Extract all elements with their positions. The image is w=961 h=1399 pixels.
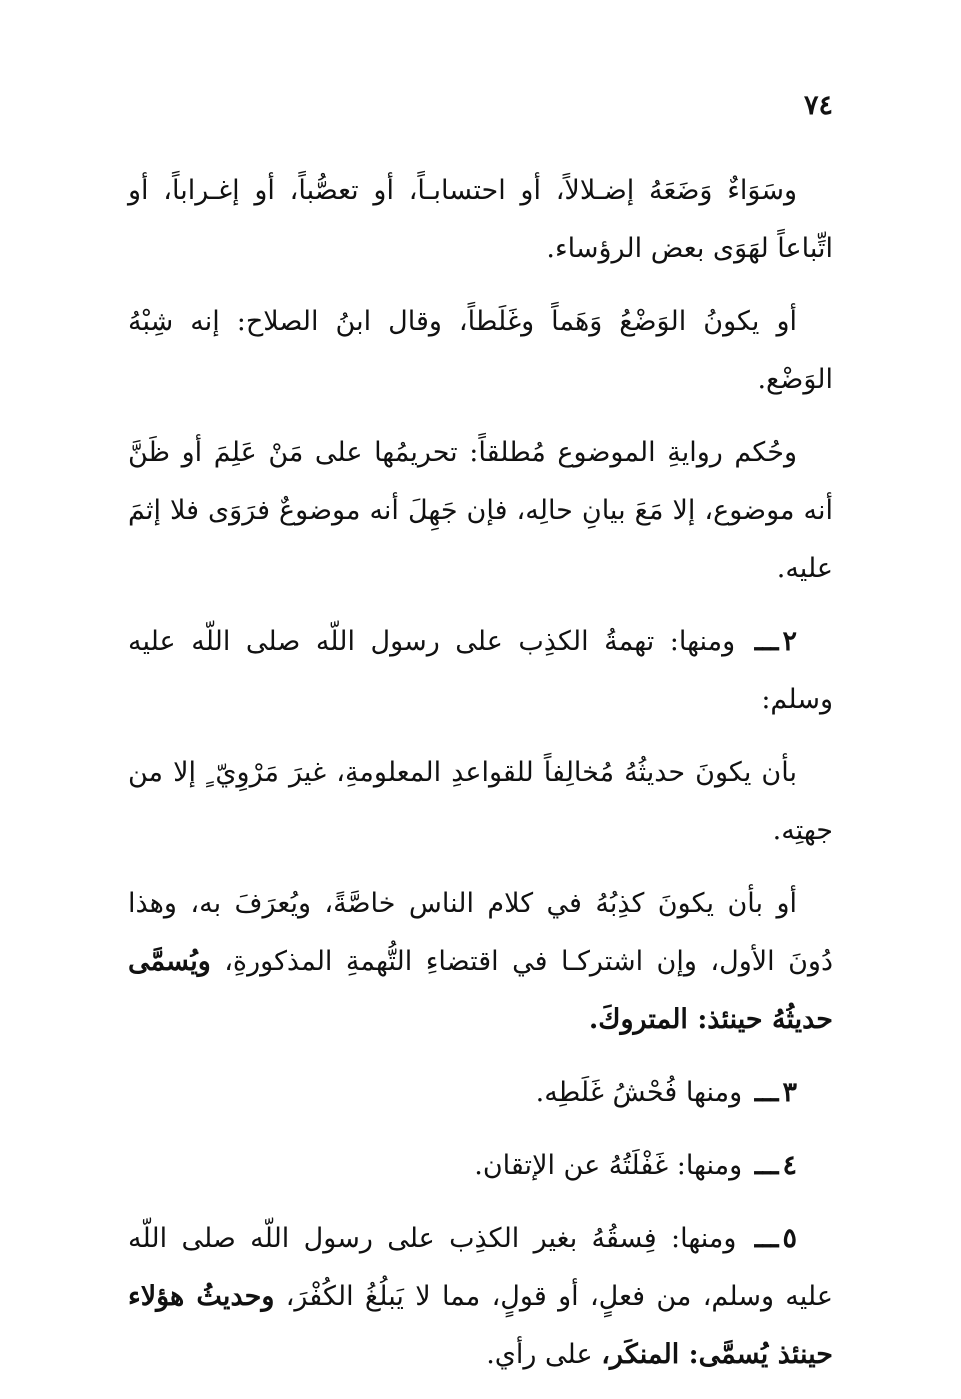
paragraph-text: بأن يكونَ حديثُهُ مُخالِفاً للقواعدِ المعلومةِ، غيرَ مَرْوِيّ ٍ إلا من جهتِه. <box>128 757 833 846</box>
paragraph-4 <box>128 744 833 860</box>
paragraph-text: وحُكم روايةِ الموضوع مُطلقاً: تحريمُها على مَنْ عَلِمَ أو ظَنَّ أنه موضوع، إلا مَعَ بيانِ حالِه، فإن جَهِلَ أنه موضوعٌ فرَوَى فلا إثمَ عليه. <box>128 437 833 584</box>
list-item-2 <box>128 613 833 729</box>
item-dash: ـــ <box>754 626 779 657</box>
item-text: ومنها: غَفْلَتُهُ عن الإتقان. <box>474 1150 743 1181</box>
paragraph-2 <box>128 293 833 409</box>
item-dash: ـــ <box>754 1150 779 1181</box>
page-number: ٧٤ <box>803 90 833 121</box>
item-number: ٤ <box>782 1150 797 1181</box>
paragraph-bold-text: ويُسمَّى حديثُهُ حينئذ: المتروكَ. <box>128 946 833 1035</box>
item-number: ٥ <box>782 1223 797 1254</box>
paragraph-1 <box>128 162 833 278</box>
item-bold-text: وحديثُ هؤلاء حينئذ يُسمَّى: المنكَر، <box>128 1281 833 1370</box>
item-dash: ـــ <box>754 1077 779 1108</box>
item-number: ٢ <box>782 626 797 657</box>
page-body <box>128 162 833 1399</box>
paragraph-text: أو بأن يكونَ كذِبُهُ في كلام الناس خاصَّةً، ويُعرَفَ به، وهذا دُونَ الأول، وإن اشتركـا في اقتضاءِ التُّهمةِ المذكورةِ، <box>128 888 833 977</box>
paragraph-text: أو يكونُ الوَضْعُ وَهَماً وغَلَطاً، وقال ابنُ الصلاح: إنه شِبْهُ الوَضْع. <box>128 306 833 395</box>
paragraph-3 <box>128 424 833 598</box>
item-dash: ـــ <box>754 1223 779 1254</box>
item-text: ومنها فُحْشُ غَلَطِه. <box>535 1077 743 1108</box>
list-item-3 <box>128 1064 833 1122</box>
list-item-5 <box>128 1210 833 1384</box>
paragraph-text: وسَوَاءٌ وَضَعَهُ إضـلالاً، أو احتسابـاً، أو تعصُّباً، أو إغـراباً، أو اتِّباعاً لهَوَى بعض الرؤساء. <box>128 175 833 264</box>
item-number: ٣ <box>782 1077 797 1108</box>
item-text: ومنها: تهمةُ الكذِب على رسول اللّه صلى اللّه عليه وسلم: <box>128 626 833 715</box>
list-item-4 <box>128 1137 833 1195</box>
item-tail-text: على رأي. <box>486 1339 593 1370</box>
paragraph-5 <box>128 875 833 1049</box>
item-text: ومنها: فِسقُهُ بغير الكذِب على رسول اللّه صلى اللّه عليه وسلم، من فعلٍ، أو قولٍ، مما لا يَبلُغُ الكُفْرَ، <box>128 1223 833 1312</box>
